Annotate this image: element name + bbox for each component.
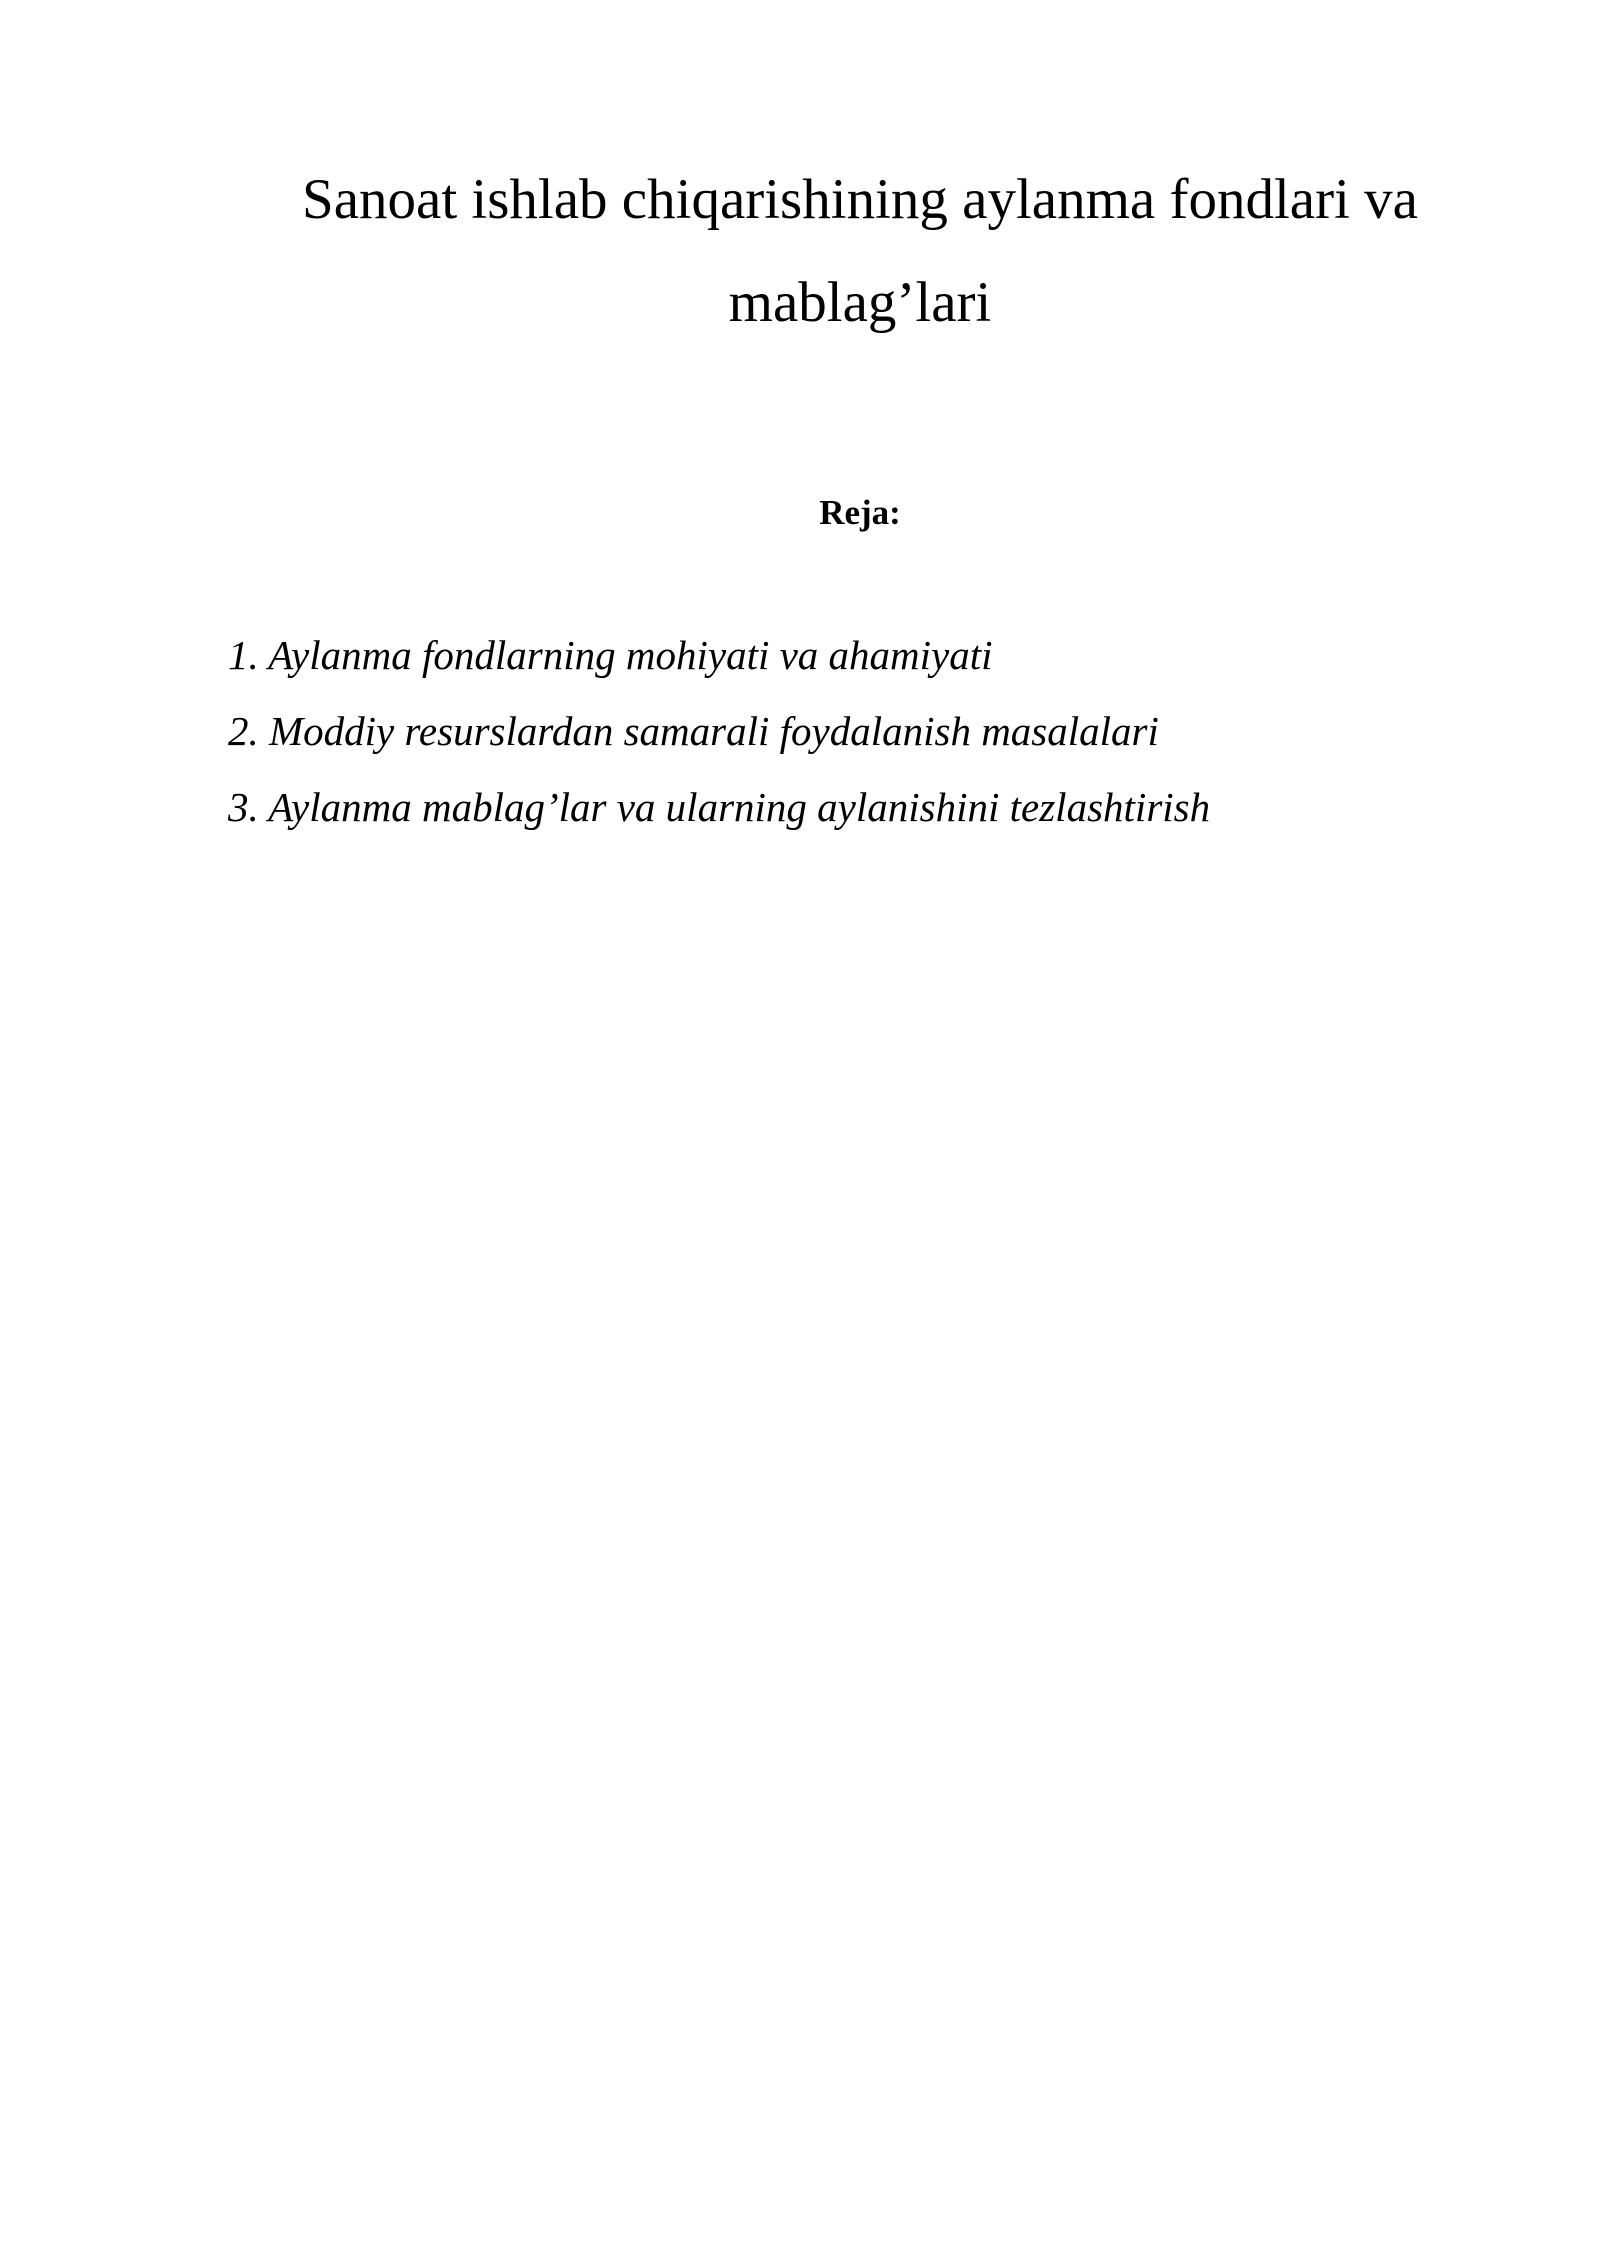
title-line-1: Sanoat ishlab chiqarishining aylanma fondlari va xyxy=(302,168,1418,231)
document-title xyxy=(200,148,1520,354)
title-line-2: mablag’lari xyxy=(728,271,992,334)
plan-list xyxy=(228,617,1528,845)
plan-heading: Reja: xyxy=(819,493,901,532)
plan-item-1: 1. Aylanma fondlarning mohiyati va ahamiyati xyxy=(228,632,993,678)
plan-item-2: 2. Moddiy resurslardan samarali foydalanish masalalari xyxy=(228,708,1159,754)
plan-item-3: 3. Aylanma mablag’lar va ularning aylanishini tezlashtirish xyxy=(228,784,1211,830)
